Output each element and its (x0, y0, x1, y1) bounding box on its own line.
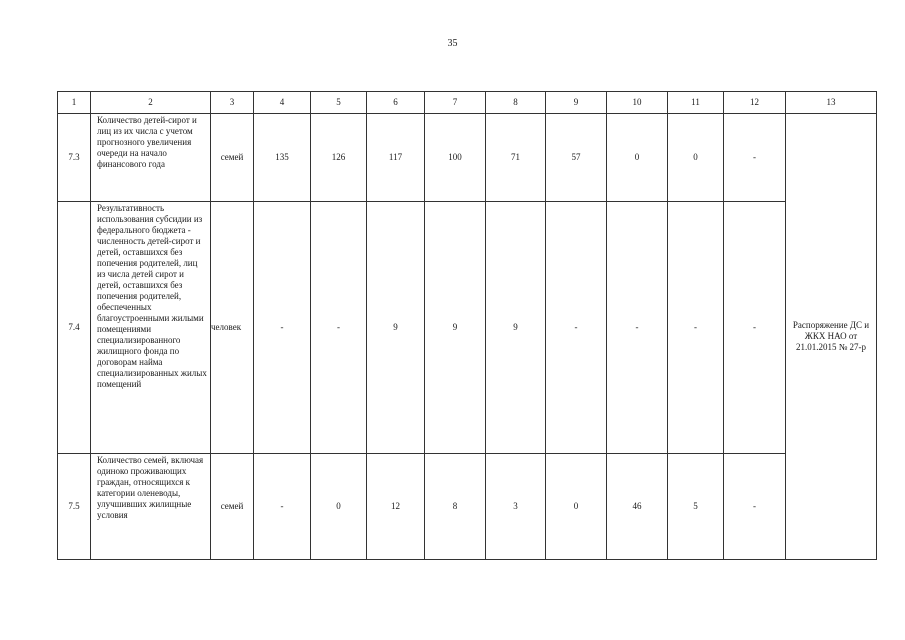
row-value: 12 (367, 454, 425, 560)
header-cell-2: 2 (91, 92, 211, 114)
row-value: - (668, 202, 724, 454)
row-id: 7.3 (58, 114, 91, 202)
indicators-table (57, 91, 877, 560)
row-description: Количество семей, включая одиноко проживающих граждан, относящихся к категории оленеводы, улучшивших жилищные условия (91, 454, 211, 560)
row-value: 9 (367, 202, 425, 454)
row-value: 0 (668, 114, 724, 202)
row-value: 117 (367, 114, 425, 202)
header-cell-5: 5 (311, 92, 367, 114)
row-value: 71 (486, 114, 546, 202)
header-cell-1: 1 (58, 92, 91, 114)
page-number: 35 (447, 38, 458, 49)
row-value: 46 (607, 454, 668, 560)
header-cell-7: 7 (425, 92, 486, 114)
row-value: 0 (546, 454, 607, 560)
row-value: - (607, 202, 668, 454)
header-cell-3: 3 (211, 92, 254, 114)
header-cell-12: 12 (724, 92, 786, 114)
row-value: - (546, 202, 607, 454)
header-cell-8: 8 (486, 92, 546, 114)
basis-document: Распоряжение ДС и ЖКХ НАО от 21.01.2015 № 27-р (786, 114, 877, 560)
row-value: 135 (254, 114, 311, 202)
row-value: - (254, 202, 311, 454)
table-row (58, 454, 877, 560)
row-value: 9 (425, 202, 486, 454)
row-value: 5 (668, 454, 724, 560)
row-id: 7.4 (58, 202, 91, 454)
row-unit: семей (211, 114, 254, 202)
row-value: 9 (486, 202, 546, 454)
header-cell-4: 4 (254, 92, 311, 114)
row-value: - (724, 202, 786, 454)
row-value: 126 (311, 114, 367, 202)
row-value: - (724, 454, 786, 560)
header-row (58, 92, 877, 114)
row-value: 0 (311, 454, 367, 560)
row-description: Результативность использования субсидии из федерального бюджета - численность детей-сирот и детей, оставшихся без попечения родителей, лиц из числа детей сирот и детей, оставшихся без попечения родителей, обеспеченных благоустроенными жилыми помещениями специализированного жилищного фонда по договорам найма специализированных жилых помещений (91, 202, 211, 454)
table-row (58, 114, 877, 202)
row-value: 8 (425, 454, 486, 560)
header-cell-11: 11 (668, 92, 724, 114)
row-value: - (254, 454, 311, 560)
header-cell-9: 9 (546, 92, 607, 114)
header-cell-10: 10 (607, 92, 668, 114)
header-cell-6: 6 (367, 92, 425, 114)
row-description: Количество детей-сирот и лиц из их числа с учетом прогнозного увеличения очереди на начало финансового года (91, 114, 211, 202)
row-value: 57 (546, 114, 607, 202)
row-value: - (311, 202, 367, 454)
table-row (58, 202, 877, 454)
header-cell-13: 13 (786, 92, 877, 114)
row-value: 100 (425, 114, 486, 202)
row-id: 7.5 (58, 454, 91, 560)
row-unit: человек (211, 202, 254, 454)
row-unit: семей (211, 454, 254, 560)
row-value: 3 (486, 454, 546, 560)
row-value: - (724, 114, 786, 202)
row-value: 0 (607, 114, 668, 202)
